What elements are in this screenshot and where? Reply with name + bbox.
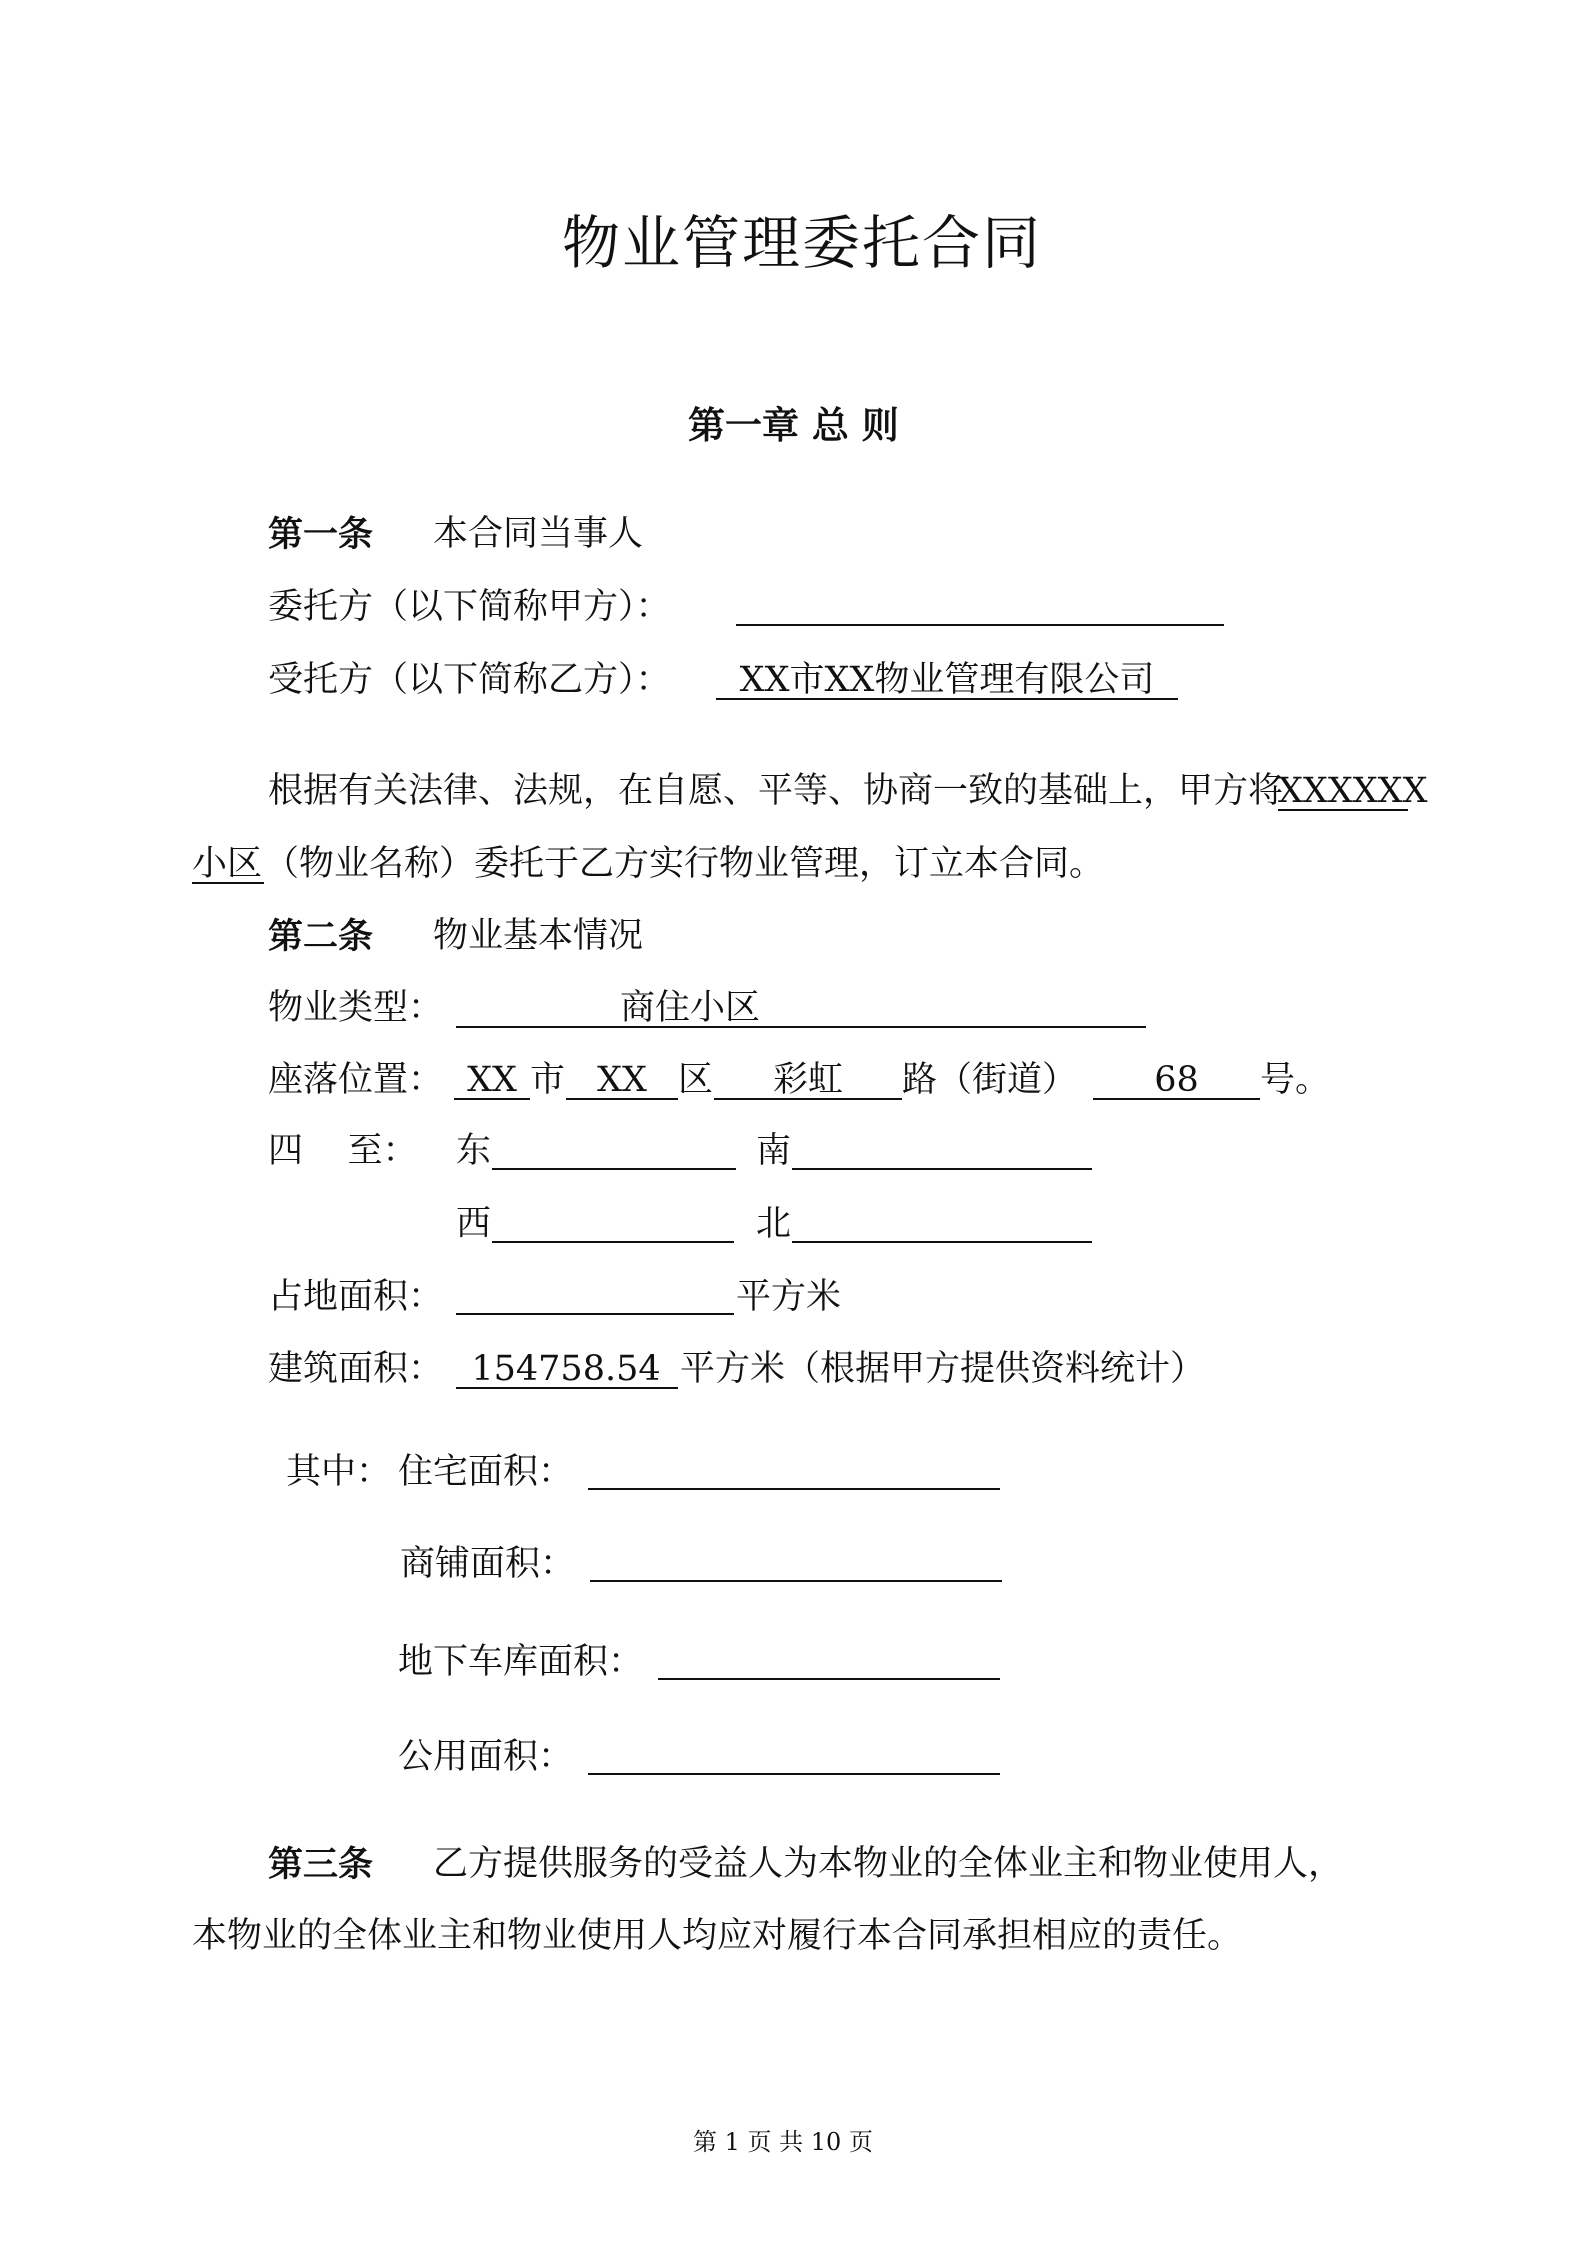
building-area-value: 154758.54 [471,1349,661,1389]
party-b-underline [716,698,1178,700]
public-area-label: 公用面积： [398,1737,574,1777]
intro-line1: 根据有关法律、法规，在自愿、平等、协商一致的基础上，甲方将 [268,771,1284,811]
article3-label: 第三条 [268,1844,374,1885]
article3-line2: 本物业的全体业主和物业使用人均应对履行本合同承担相应的责任。 [192,1916,1243,1956]
west-blank [492,1241,734,1243]
district-underline [566,1098,678,1100]
shop-area-label: 商铺面积： [400,1544,576,1584]
district-value: XX [597,1060,647,1100]
number-value: 68 [1154,1060,1199,1100]
residential-area-label: 住宅面积： [398,1452,574,1492]
garage-area-label: 地下车库面积： [398,1642,644,1682]
number-underline [1093,1098,1260,1100]
article2-heading: 物业基本情况 [433,916,644,956]
party-b-value: XX市XX物业管理有限公司 [739,660,1155,700]
bounds-label: 四 至： [268,1131,418,1171]
public-area-blank [588,1773,1000,1775]
city-underline [454,1098,530,1100]
city-value: XX [467,1060,517,1100]
property-type-label: 物业类型： [268,988,444,1028]
south-label: 南 [756,1131,792,1171]
building-area-unit: 平方米（根据甲方提供资料统计） [680,1349,1206,1389]
property-name-underline1 [1278,809,1408,811]
party-a-label: 委托方（以下简称甲方）： [268,587,671,627]
district-unit: 区 [678,1060,714,1100]
road-value: 彩虹 [772,1060,843,1100]
party-a-blank [736,624,1224,626]
intro-line2-rest: （物业名称）委托于乙方实行物业管理，订立本合同。 [264,844,1105,884]
city-unit: 市 [530,1060,566,1100]
garage-area-blank [658,1678,1000,1680]
residential-area-blank [588,1488,1000,1490]
property-type-value: 商住小区 [620,988,761,1028]
property-name-underline2 [192,882,264,884]
party-b-label: 受托方（以下简称乙方）： [268,660,671,700]
north-label: 北 [756,1204,792,1244]
north-blank [792,1241,1092,1243]
east-label: 东 [456,1131,492,1171]
west-label: 西 [456,1204,492,1244]
property-name-part2: 小区 [192,844,263,884]
article1-label: 第一条 [268,514,374,555]
article3-line1: 乙方提供服务的受益人为本物业的全体业主和物业使用人， [433,1844,1344,1884]
land-area-blank [456,1313,734,1315]
south-blank [792,1168,1092,1170]
east-blank [492,1168,736,1170]
land-area-unit: 平方米 [736,1277,842,1317]
building-area-underline [456,1387,678,1389]
article2-label: 第二条 [268,916,374,957]
location-label: 座落位置： [268,1060,444,1100]
chapter-heading: 第一章 总 则 [688,403,899,447]
number-unit: 号。 [1260,1060,1331,1100]
property-type-underline [456,1026,1146,1028]
land-area-label: 占地面积： [268,1277,444,1317]
road-unit: 路（街道） [902,1060,1078,1100]
road-underline [714,1098,902,1100]
page-footer: 第 1 页 共 10 页 [693,2128,873,2156]
document-title: 物业管理委托合同 [562,209,1043,277]
shop-area-blank [590,1580,1002,1582]
breakdown-label: 其中： [286,1452,392,1492]
property-name-part1: XXXXXX [1278,771,1428,811]
article1-heading: 本合同当事人 [433,514,644,554]
building-area-label: 建筑面积： [268,1349,444,1389]
